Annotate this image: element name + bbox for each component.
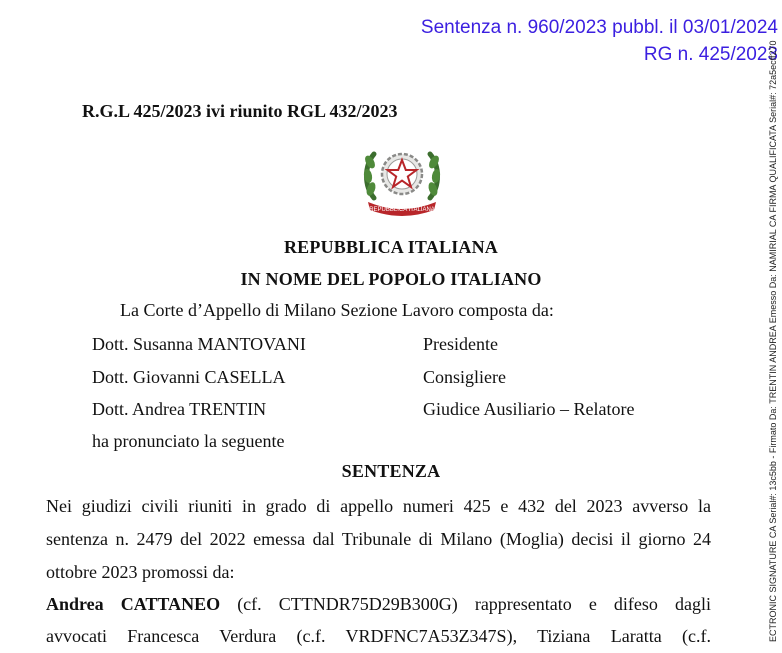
judge-name: Dott. Susanna MANTOVANI — [92, 334, 306, 354]
party-details: (cf. CTTNDR75D29B300G) rappresentato e difeso dagli — [220, 594, 711, 614]
rg-number-stamp: RG n. 425/2023 — [643, 44, 778, 65]
body-line — [46, 588, 711, 621]
party-name: Andrea CATTANEO — [46, 594, 221, 614]
judge-name: Dott. Andrea TRENTIN — [92, 399, 267, 419]
body-line: ottobre 2023 promossi da: — [46, 562, 235, 582]
body-line: avvocati Francesca Verdura (c.f. VRDFNC7A53Z347S), Tiziana Laratta (c.f. — [46, 626, 711, 646]
judge-role: Consigliere — [423, 367, 506, 387]
judge-role: Giudice Ausiliario – Relatore — [423, 399, 635, 419]
pronounced-line: ha pronunciato la seguente — [92, 431, 285, 451]
people-title: IN NOME DEL POPOLO ITALIANO — [240, 269, 542, 289]
italian-republic-emblem — [360, 136, 444, 220]
case-number-heading: R.G.L 425/2023 ivi riunito RGL 432/2023 — [82, 101, 398, 121]
sentenza-heading: SENTENZA — [341, 461, 441, 481]
judge-role: Presidente — [423, 334, 498, 354]
svg-text:REPUBBLICA ITALIANA: REPUBBLICA ITALIANA — [369, 207, 435, 213]
body-line: Nei giudizi civili riuniti in grado di appello numeri 425 e 432 del 2023 avverso la — [46, 496, 711, 516]
judge-name: Dott. Giovanni CASELLA — [92, 367, 286, 387]
body-line: sentenza n. 2479 del 2022 emessa dal Tribunale di Milano (Moglia) decisi il giorno 24 — [46, 529, 711, 549]
court-intro: La Corte d’Appello di Milano Sezione Lavoro composta da: — [120, 300, 554, 320]
digital-signature-sidebar: ECTRONIC SIGNATURE CA Serial#: 13c5bb - Firmato Da: TRENTIN ANDREA Emesso Da: NAMIRIAL CA FIRMA QUALIFICATA Serial#: 72a5ecff270 — [768, 40, 778, 642]
republic-title: REPUBBLICA ITALIANA — [283, 237, 498, 257]
publication-stamp: Sentenza n. 960/2023 pubbl. il 03/01/2024 — [420, 17, 778, 38]
